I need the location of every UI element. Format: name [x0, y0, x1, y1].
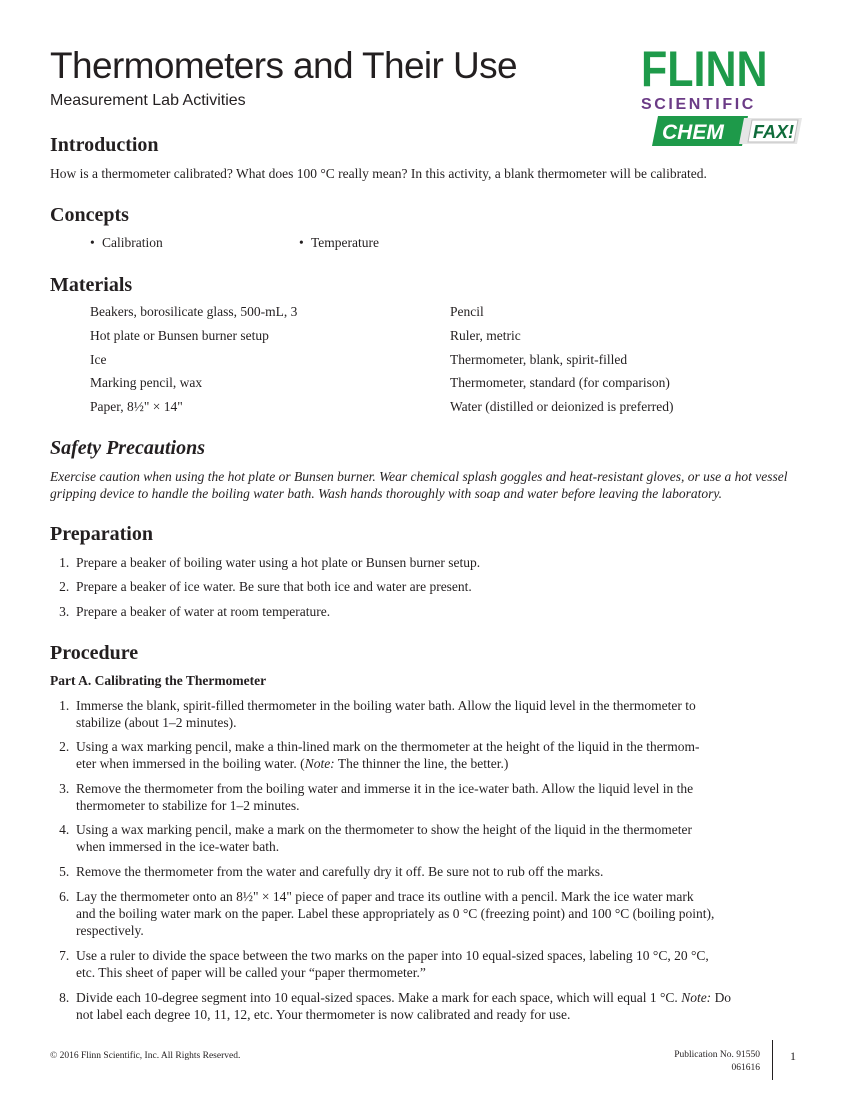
step-line: and the boiling water mark on the paper. Label these appropriately as 0 °C (freezing point) and 100 °C (boiling point), — [76, 906, 715, 921]
material-item: Thermometer, standard (for comparison) — [450, 375, 670, 390]
list-item: 2. Using a wax marking pencil, make a thin-lined mark on the thermometer at the height of the liquid in the thermom- eter when immersed in the boiling water. (Note: The thinner the line, the better.) — [50, 738, 765, 772]
introduction-heading: Introduction — [50, 134, 159, 156]
list-item: 6. Lay the thermometer onto an 8½" × 14" piece of paper and trace its outline with a pencil. Mark the ice water mark and the boiling water mark on the paper. Label these appropriately as 0 °C (freezing point) and 100 °C (boiling point), respectively. — [50, 888, 765, 939]
introduction-text: How is a thermometer calibrated? What does 100 °C really mean? In this activity, a blank thermometer will be calibrated. — [50, 166, 707, 181]
part-a-title: Part A. Calibrating the Thermometer — [50, 673, 267, 688]
step-line: when immersed in the ice-water bath. — [76, 839, 280, 854]
list-item: 2. Prepare a beaker of ice water. Be sure that both ice and water are present. — [50, 578, 765, 595]
step-line: Divide each 10-degree segment into 10 equal-sized spaces. Make a mark for each space, which will equal 1 °C. Note: Do — [76, 990, 732, 1005]
list-item: 5. Remove the thermometer from the water and carefully dry it off. Be sure not to rub off the marks. — [50, 863, 765, 880]
safety-heading: Safety Precautions — [50, 437, 205, 459]
step-line: not label each degree 10, 11, 12, etc. Your thermometer is now calibrated and ready for use. — [76, 1007, 571, 1022]
step-line: etc. This sheet of paper will be called your “paper thermometer.” — [76, 965, 426, 980]
concepts-heading: Concepts — [50, 204, 129, 226]
step-line: Lay the thermometer onto an 8½" × 14" piece of paper and trace its outline with a pencil. Mark the ice water mark — [76, 889, 694, 904]
step-line: Using a wax marking pencil, make a mark on the thermometer to show the height of the liquid in the thermometer — [76, 822, 692, 837]
concept-label: Temperature — [311, 235, 380, 250]
page-subtitle: Measurement Lab Activities — [50, 92, 246, 109]
logo-flinn-text: FLINN — [641, 41, 768, 97]
materials-heading: Materials — [50, 274, 133, 296]
list-item: 3. Remove the thermometer from the boiling water and immerse it in the ice-water bath. Allow the liquid level in the thermometer to stabilize for 1–2 minutes. — [50, 780, 765, 814]
step-line: Using a wax marking pencil, make a thin-lined mark on the thermometer at the height of the liquid in the thermom- — [76, 739, 700, 754]
step-text: Prepare a beaker of water at room temperature. — [76, 604, 331, 619]
step-line: Use a ruler to divide the space between the two marks on the paper into 10 equal-sized spaces, labeling 10 °C, 20 °C, — [76, 948, 709, 963]
material-item: Hot plate or Bunsen burner setup — [90, 328, 269, 343]
material-item: Marking pencil, wax — [90, 375, 203, 390]
step-line: Remove the thermometer from the water and carefully dry it off. Be sure not to rub off the marks. — [76, 864, 604, 879]
material-item: Ruler, metric — [450, 328, 521, 343]
step-line: stabilize (about 1–2 minutes). — [76, 715, 237, 730]
page-title: Thermometers and Their Use — [50, 45, 517, 86]
page-number: 1 — [790, 1049, 796, 1063]
step-line: Remove the thermometer from the boiling water and immerse it in the ice-water bath. Allow the liquid level in the — [76, 781, 694, 796]
publication-number: Publication No. 91550 — [674, 1050, 760, 1060]
list-item: 7. Use a ruler to divide the space between the two marks on the paper into 10 equal-sized spaces, labeling 10 °C, 20 °C, etc. This sheet of paper will be called your “paper thermometer.” — [50, 947, 765, 981]
list-item: 3. Prepare a beaker of water at room temperature. — [50, 603, 765, 620]
material-item: Water (distilled or deionized is preferred) — [450, 399, 674, 414]
logo-chem-text: CHEM — [662, 121, 724, 144]
list-item: 1. Prepare a beaker of boiling water using a hot plate or Bunsen burner setup. — [50, 554, 765, 571]
step-text: Prepare a beaker of ice water. Be sure that both ice and water are present. — [76, 579, 472, 594]
list-item: 4. Using a wax marking pencil, make a mark on the thermometer to show the height of the liquid in the thermometer when immersed in the ice-water bath. — [50, 821, 765, 855]
publication-code: 061616 — [731, 1063, 760, 1073]
footer-divider — [772, 1040, 773, 1080]
material-item: Thermometer, blank, spirit-filled — [450, 352, 628, 367]
footer-publication-info — [674, 1049, 760, 1075]
safety-text: Exercise caution when using the hot plate or Bunsen burner. Wear chemical splash goggles and heat-resistant gloves, or use a hot vessel gripping device to handle the boiling water bath. Wash hands thoroughly with soap and water before leaving the laboratory. — [50, 469, 788, 501]
material-item: Pencil — [450, 304, 484, 319]
logo-scientific-text: SCIENTIFIC — [641, 96, 756, 113]
concept-item: • Calibration — [90, 235, 163, 250]
procedure-heading: Procedure — [50, 642, 139, 664]
material-item: Beakers, borosilicate glass, 500-mL, 3 — [90, 304, 298, 319]
material-item: Paper, 8½" × 14" — [90, 399, 183, 414]
flinn-logo — [638, 41, 803, 150]
material-item: Ice — [90, 352, 107, 367]
logo-fax-text: FAX! — [753, 122, 795, 142]
concept-label: Calibration — [102, 235, 163, 250]
step-line: Immerse the blank, spirit-filled thermometer in the boiling water bath. Allow the liquid level in the thermometer to — [76, 698, 696, 713]
step-line: eter when immersed in the boiling water. (Note: The thinner the line, the better.) — [76, 756, 509, 771]
preparation-heading: Preparation — [50, 523, 153, 545]
logo-chemfax-band — [652, 114, 802, 148]
step-line: thermometer to stabilize for 1–2 minutes. — [76, 798, 300, 813]
concept-item: • Temperature — [299, 235, 380, 250]
step-line: respectively. — [76, 923, 144, 938]
list-item: 1. Immerse the blank, spirit-filled thermometer in the boiling water bath. Allow the liquid level in the thermometer to stabilize (about 1–2 minutes). — [50, 697, 765, 731]
note-label: Note: — [304, 756, 335, 771]
list-item: 8. Divide each 10-degree segment into 10 equal-sized spaces. Make a mark for each space, which will equal 1 °C. Note: Do not label each degree 10, 11, 12, etc. Your thermometer is now calibrated and ready for use. — [50, 989, 765, 1023]
footer-copyright: © 2016 Flinn Scientific, Inc. All Rights Reserved. — [50, 1051, 241, 1061]
note-label: Note: — [681, 990, 712, 1005]
step-text: Prepare a beaker of boiling water using a hot plate or Bunsen burner setup. — [76, 555, 481, 570]
